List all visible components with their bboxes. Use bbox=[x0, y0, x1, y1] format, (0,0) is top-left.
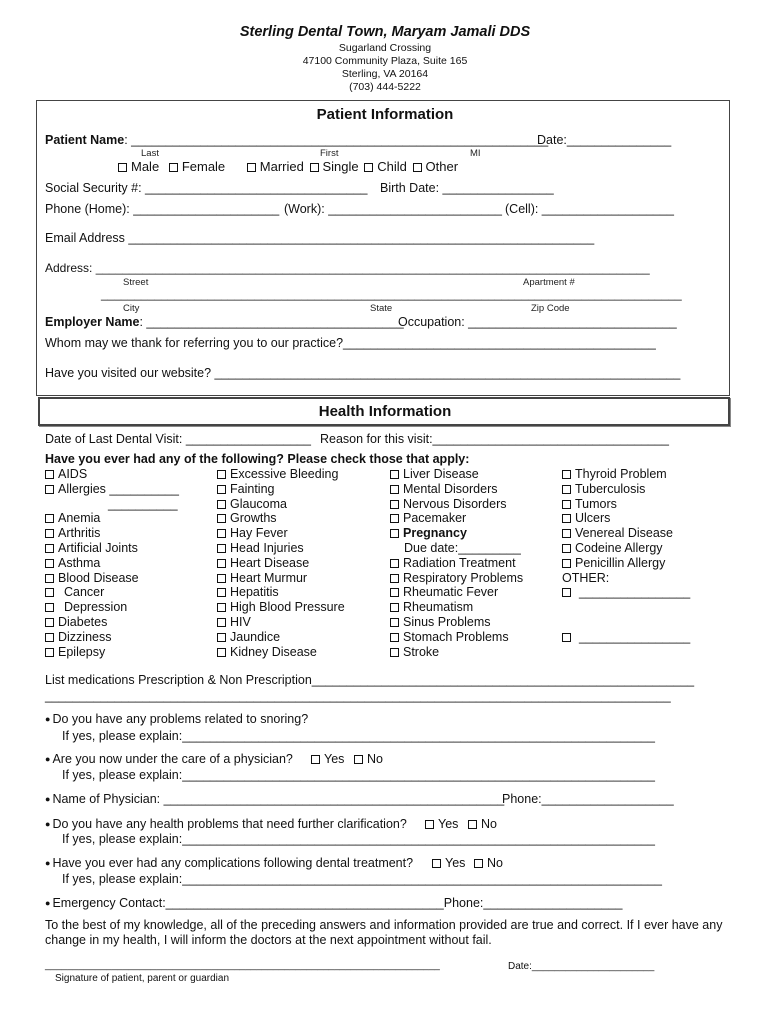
checkbox-icon bbox=[474, 859, 483, 868]
condition-hepatitis[interactable]: Hepatitis bbox=[217, 585, 279, 600]
checkbox-icon bbox=[217, 559, 226, 568]
condition-allergies[interactable]: Allergies __________ bbox=[45, 482, 179, 497]
checkbox-icon bbox=[562, 514, 571, 523]
condition-sinus-problems[interactable]: Sinus Problems bbox=[390, 615, 491, 630]
physician-care-question: ● Are you now under the care of a physician? bbox=[45, 752, 293, 766]
checkbox-icon bbox=[45, 618, 54, 627]
conditions-column-3 bbox=[390, 467, 523, 659]
reason-field[interactable]: Reason for this visit:__________________________________ bbox=[320, 432, 669, 446]
checkbox-icon bbox=[562, 529, 571, 538]
condition-growths[interactable]: Growths bbox=[217, 511, 277, 526]
checkbox-icon bbox=[217, 529, 226, 538]
signature-caption: Signature of patient, parent or guardian bbox=[55, 973, 230, 984]
spacer bbox=[562, 600, 690, 615]
checkbox-icon bbox=[562, 559, 571, 568]
address-line-1: Sugarland Crossing bbox=[338, 42, 432, 54]
checkbox-icon bbox=[217, 618, 226, 627]
condition-thyroid-problem[interactable]: Thyroid Problem bbox=[562, 467, 667, 482]
checkbox-icon bbox=[562, 588, 571, 597]
complications-explain-field[interactable]: If yes, please explain:_____________________________________________________________________ bbox=[62, 872, 662, 886]
female-checkbox[interactable]: Female bbox=[169, 159, 225, 174]
checkbox-icon bbox=[217, 500, 226, 509]
sub-apartment: Apartment # bbox=[523, 277, 575, 288]
physician-no-checkbox[interactable]: No bbox=[354, 752, 383, 766]
address-line-3: Sterling, VA 20164 bbox=[341, 68, 429, 80]
condition-nervous-disorders[interactable]: Nervous Disorders bbox=[390, 497, 507, 512]
checkbox-icon bbox=[45, 544, 54, 553]
checkbox-icon bbox=[118, 163, 127, 172]
condition-glaucoma[interactable]: Glaucoma bbox=[217, 497, 287, 512]
checkbox-icon bbox=[247, 163, 256, 172]
checkbox-icon bbox=[390, 529, 399, 538]
condition-respiratory-problems[interactable]: Respiratory Problems bbox=[390, 571, 523, 586]
employer-row bbox=[45, 315, 404, 329]
condition-hiv[interactable]: HIV bbox=[217, 615, 251, 630]
condition-excessive-bleeding[interactable]: Excessive Bleeding bbox=[217, 467, 338, 482]
checkbox-icon bbox=[217, 470, 226, 479]
medications-field[interactable]: List medications Prescription & Non Prescription_______________________________________________________ bbox=[45, 673, 695, 687]
condition-fainting[interactable]: Fainting bbox=[217, 482, 274, 497]
checkbox-icon bbox=[390, 618, 399, 627]
condition-dizziness[interactable]: Dizziness bbox=[45, 630, 112, 645]
phone-line: (703) 444-5222 bbox=[349, 81, 421, 93]
checkbox-icon bbox=[364, 163, 373, 172]
pregnancy-due-date-field[interactable]: Due date:_________ bbox=[404, 540, 521, 555]
checkbox-icon bbox=[413, 163, 422, 172]
snoring-explain-field[interactable]: If yes, please explain:____________________________________________________________________ bbox=[62, 729, 655, 743]
checkbox-icon bbox=[45, 470, 54, 479]
checkbox-icon bbox=[45, 529, 54, 538]
referral-field[interactable]: Whom may we thank for referring you to our practice?_____________________________________________ bbox=[45, 336, 656, 350]
checkbox-icon bbox=[562, 633, 571, 642]
condition-heart-murmur[interactable]: Heart Murmur bbox=[217, 571, 307, 586]
condition-pacemaker[interactable]: Pacemaker bbox=[390, 511, 466, 526]
condition-hay-fever[interactable]: Hay Fever bbox=[217, 526, 288, 541]
sub-first: First bbox=[320, 148, 339, 159]
physician-name-field[interactable]: ● Name of Physician: _________________________________________________ bbox=[45, 792, 505, 806]
condition-tuberculosis[interactable]: Tuberculosis bbox=[562, 482, 645, 497]
spacer bbox=[562, 615, 690, 630]
checkbox-icon bbox=[432, 859, 441, 868]
complications-question: ● Have you ever had any complications following dental treatment? bbox=[45, 856, 414, 870]
condition-radiation-treatment[interactable]: Radiation Treatment bbox=[390, 556, 516, 571]
patient-name-row bbox=[45, 133, 548, 147]
practice-title: Sterling Dental Town, Maryam Jamali DDS bbox=[239, 24, 531, 40]
signature-line[interactable]: _______________________________________________________________________ bbox=[45, 960, 440, 971]
patient-name-field[interactable]: : ____________________________________________________________ bbox=[124, 133, 549, 147]
address-line-2: 47100 Community Plaza, Suite 165 bbox=[302, 55, 468, 67]
sub-mi: MI bbox=[470, 148, 481, 159]
other-condition-1[interactable]: ________________ bbox=[562, 585, 690, 600]
patient-name-label: Patient Name bbox=[45, 133, 125, 147]
emergency-contact-field[interactable]: ● Emergency Contact:________________________________________Phone:____________________ bbox=[45, 896, 623, 910]
clarification-no-checkbox[interactable]: No bbox=[468, 817, 497, 831]
checkbox-icon bbox=[562, 485, 571, 494]
medications-line-2[interactable]: __________________________________________________________________________________________ bbox=[45, 689, 671, 703]
employer-label: Employer Name bbox=[45, 315, 140, 329]
condition-stomach-problems[interactable]: Stomach Problems bbox=[390, 630, 509, 645]
checkbox-icon bbox=[45, 603, 54, 612]
bullet-icon: ● bbox=[45, 898, 51, 908]
checkbox-icon bbox=[45, 633, 54, 642]
checkbox-icon bbox=[169, 163, 178, 172]
condition-blood-disease[interactable]: Blood Disease bbox=[45, 571, 139, 586]
condition-epilepsy[interactable]: Epilepsy bbox=[45, 645, 105, 660]
checkbox-icon bbox=[390, 574, 399, 583]
condition-kidney-disease[interactable]: Kidney Disease bbox=[217, 645, 317, 660]
checkbox-icon bbox=[390, 603, 399, 612]
checkbox-icon bbox=[45, 648, 54, 657]
checkbox-icon bbox=[217, 633, 226, 642]
checkbox-icon bbox=[390, 485, 399, 494]
bullet-icon: ● bbox=[45, 794, 51, 804]
birth-date-field[interactable]: Birth Date: ________________ bbox=[380, 181, 554, 195]
address-line-2-field[interactable]: _______________________________________________________________________________________ bbox=[101, 287, 682, 301]
checkbox-icon bbox=[45, 588, 54, 597]
checkbox-icon bbox=[390, 500, 399, 509]
date-field[interactable]: Date:_______________ bbox=[537, 133, 672, 147]
complications-yes-checkbox[interactable]: Yes bbox=[432, 856, 465, 870]
bullet-icon: ● bbox=[45, 819, 51, 829]
checkbox-icon bbox=[562, 544, 571, 553]
bullet-icon: ● bbox=[45, 858, 51, 868]
condition-stroke[interactable]: Stroke bbox=[390, 645, 439, 660]
condition-rheumatism[interactable]: Rheumatism bbox=[390, 600, 473, 615]
checkbox-icon bbox=[354, 755, 363, 764]
condition-high-blood-pressure[interactable]: High Blood Pressure bbox=[217, 600, 345, 615]
checkbox-icon bbox=[390, 633, 399, 642]
checkbox-icon bbox=[217, 514, 226, 523]
condition-mental-disorders[interactable]: Mental Disorders bbox=[390, 482, 497, 497]
conditions-column-1 bbox=[45, 467, 179, 659]
consent-statement: To the best of my knowledge, all of the preceding answers and information provided are true and correct. If I ever have any change in my health, I will inform the doctors at the next appointment without fail. bbox=[45, 918, 723, 947]
bullet-icon: ● bbox=[45, 754, 51, 764]
patient-info-heading: Patient Information bbox=[316, 106, 454, 123]
sub-city: City bbox=[123, 303, 140, 314]
married-checkbox[interactable]: Married bbox=[247, 159, 304, 174]
sub-street: Street bbox=[123, 277, 149, 288]
checkbox-icon bbox=[217, 574, 226, 583]
physician-explain-field[interactable]: If yes, please explain:____________________________________________________________________ bbox=[62, 768, 655, 782]
checkbox-icon bbox=[217, 544, 226, 553]
condition-tumors[interactable]: Tumors bbox=[562, 497, 617, 512]
checkbox-icon bbox=[390, 514, 399, 523]
checkbox-icon bbox=[425, 820, 434, 829]
checkbox-icon bbox=[310, 163, 319, 172]
condition-liver-disease[interactable]: Liver Disease bbox=[390, 467, 479, 482]
email-field[interactable]: Email Address ___________________________________________________________________ bbox=[45, 231, 595, 245]
checkbox-icon bbox=[217, 603, 226, 612]
snoring-question: ● Do you have any problems related to snoring? bbox=[45, 712, 309, 726]
other-condition-2[interactable]: ________________ bbox=[562, 630, 690, 645]
sub-last: Last bbox=[141, 148, 159, 159]
condition-ulcers[interactable]: Ulcers bbox=[562, 511, 610, 526]
condition-arthritis[interactable]: Arthritis bbox=[45, 526, 100, 541]
single-checkbox[interactable]: Single bbox=[310, 159, 359, 174]
condition-jaundice[interactable]: Jaundice bbox=[217, 630, 280, 645]
checkbox-icon bbox=[562, 500, 571, 509]
checkbox-icon bbox=[311, 755, 320, 764]
conditions-column-2 bbox=[217, 467, 345, 659]
other-checkbox[interactable]: Other bbox=[413, 159, 459, 174]
clarification-yes-checkbox[interactable]: Yes bbox=[425, 817, 458, 831]
condition-cancer[interactable]: Cancer bbox=[45, 585, 104, 600]
condition-diabetes[interactable]: Diabetes bbox=[45, 615, 107, 630]
condition-anemia[interactable]: Anemia bbox=[45, 511, 100, 526]
checkbox-icon bbox=[562, 470, 571, 479]
conditions-question: Have you ever had any of the following? Please check those that apply: bbox=[45, 452, 470, 466]
condition-heart-disease[interactable]: Heart Disease bbox=[217, 556, 309, 571]
condition-venereal-disease[interactable]: Venereal Disease bbox=[562, 526, 673, 541]
condition-rheumatic-fever[interactable]: Rheumatic Fever bbox=[390, 585, 498, 600]
condition-asthma[interactable]: Asthma bbox=[45, 556, 100, 571]
website-field[interactable]: Have you visited our website? ___________________________________________________________________ bbox=[45, 366, 681, 380]
clarification-question: ● Do you have any health problems that need further clarification? bbox=[45, 817, 407, 831]
checkbox-icon bbox=[390, 648, 399, 657]
checkbox-icon bbox=[217, 588, 226, 597]
male-checkbox[interactable]: Male bbox=[118, 159, 159, 174]
conditions-column-4 bbox=[562, 467, 690, 645]
complications-no-checkbox[interactable]: No bbox=[474, 856, 503, 870]
checkbox-icon bbox=[390, 559, 399, 568]
address-field[interactable]: Address: ___________________________________________________________________________________ bbox=[45, 261, 650, 275]
allergies-line-2[interactable]: __________ bbox=[108, 496, 178, 511]
physician-phone-field[interactable]: Phone:___________________ bbox=[502, 792, 674, 806]
condition-penicillin-allergy[interactable]: Penicillin Allergy bbox=[562, 556, 665, 571]
condition-pregnancy[interactable]: Pregnancy bbox=[390, 526, 467, 541]
sub-state: State bbox=[370, 303, 393, 314]
health-info-heading: Health Information bbox=[318, 403, 452, 420]
checkbox-icon bbox=[217, 485, 226, 494]
last-visit-field[interactable]: Date of Last Dental Visit: __________________ bbox=[45, 432, 311, 446]
physician-yes-checkbox[interactable]: Yes bbox=[311, 752, 344, 766]
phone-work-field[interactable]: (Work): _________________________ bbox=[284, 202, 503, 216]
employer-field[interactable]: : _____________________________________ bbox=[139, 315, 404, 329]
checkbox-icon bbox=[45, 514, 54, 523]
bullet-icon: ● bbox=[45, 714, 51, 724]
condition-aids[interactable]: AIDS bbox=[45, 467, 87, 482]
signature-date-field[interactable]: Date:______________________ bbox=[508, 961, 655, 972]
checkbox-icon bbox=[217, 648, 226, 657]
checkbox-icon bbox=[45, 485, 54, 494]
ssn-field[interactable]: Social Security #: ________________________________ bbox=[45, 181, 368, 195]
sub-zip: Zip Code bbox=[531, 303, 570, 314]
checkbox-icon bbox=[390, 470, 399, 479]
condition-codeine-allergy[interactable]: Codeine Allergy bbox=[562, 541, 663, 556]
status-options bbox=[118, 159, 458, 174]
condition-depression[interactable]: Depression bbox=[45, 600, 127, 615]
other-label: OTHER: bbox=[562, 570, 610, 585]
checkbox-icon bbox=[390, 588, 399, 597]
checkbox-icon bbox=[45, 574, 54, 583]
clarification-explain-field[interactable]: If yes, please explain:____________________________________________________________________ bbox=[62, 832, 655, 846]
condition-artificial-joints[interactable]: Artificial Joints bbox=[45, 541, 138, 556]
condition-head-injuries[interactable]: Head Injuries bbox=[217, 541, 304, 556]
phone-home-field[interactable]: Phone (Home): _____________________ bbox=[45, 202, 280, 216]
occupation-field[interactable]: Occupation: ______________________________ bbox=[398, 315, 677, 329]
checkbox-icon bbox=[45, 559, 54, 568]
child-checkbox[interactable]: Child bbox=[364, 159, 407, 174]
phone-cell-field[interactable]: (Cell): ___________________ bbox=[505, 202, 674, 216]
checkbox-icon bbox=[468, 820, 477, 829]
